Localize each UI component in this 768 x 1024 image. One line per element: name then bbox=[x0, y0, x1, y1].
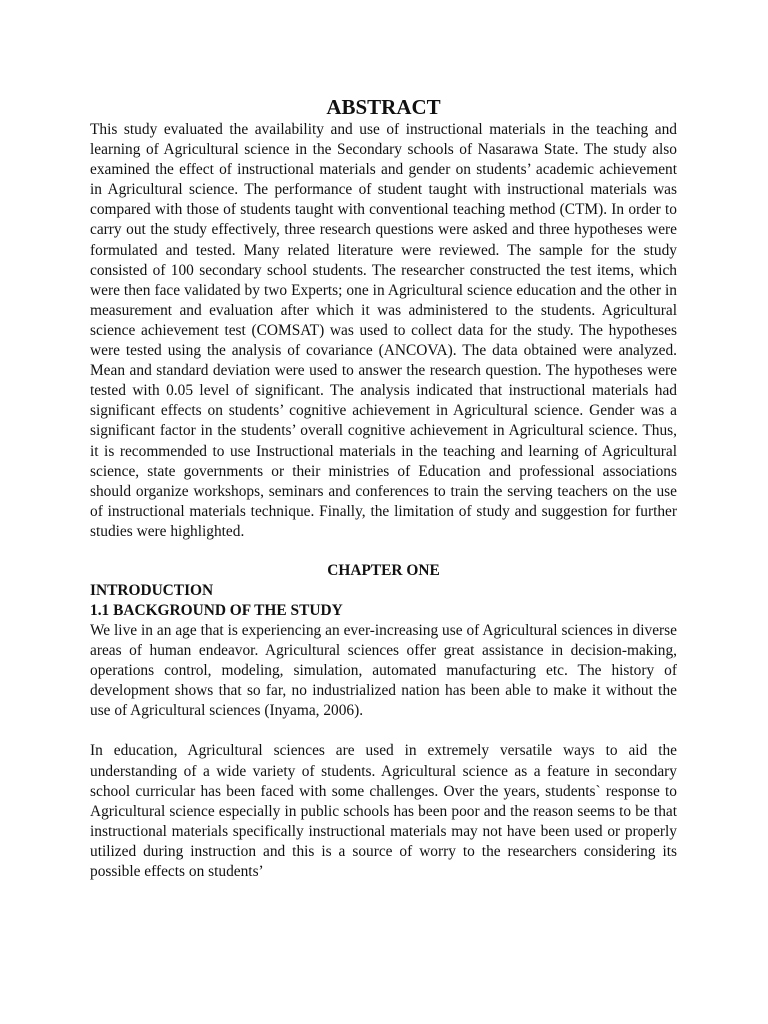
section-heading: INTRODUCTION bbox=[90, 581, 214, 599]
subsection-heading: 1.1 BACKGROUND OF THE STUDY bbox=[90, 601, 343, 619]
body-paragraph-2: In education, Agricultural sciences are used in extremely versatile ways to aid the understanding of a wide variety of students. Agricultural science as a feature in secondary school curricular has been faced with some challenges. Over the years, students` response to Agricultural science especially in public schools has been poor and the reason seems to be that instructional materials specifically instructional materials may not have been used or properly utilized during instruction and this is a source of worry to the researchers considering its possible effects on students’ bbox=[90, 742, 677, 880]
document-page bbox=[90, 94, 677, 882]
chapter-title: CHAPTER ONE bbox=[327, 561, 440, 579]
abstract-title: ABSTRACT bbox=[326, 95, 441, 119]
body-paragraph-1: We live in an age that is experiencing an ever-increasing use of Agricultural sciences in diverse areas of human endeavor. Agricultural sciences offer great assistance in decision-making, operations control, modeling, simulation, automated manufacturing etc. The history of development shows that so far, no industrialized nation has been able to make it without the use of Agricultural sciences (Inyama, 2006). bbox=[90, 621, 677, 720]
abstract-body: This study evaluated the availability and use of instructional materials in the teaching and learning of Agricultural science in the Secondary schools of Nasarawa State. The study also examined the effect of instructional materials and gender on students’ academic achievement in Agricultural science. The performance of student taught with instructional materials was compared with those of students taught with conventional teaching method (CTM). In order to carry out the study effectively, three research questions were asked and three hypotheses were formulated and tested. Many related literature were reviewed. The sample for the study consisted of 100 secondary school students. The researcher constructed the test items, which were then face validated by two Experts; one in Agricultural science education and the other in measurement and evaluation after which it was administered to the students. Agricultural science achievement test (COMSAT) was used to collect data for the study. The hypotheses were tested using the analysis of covariance (ANCOVA). The data obtained were analyzed. Mean and standard deviation were used to answer the research question. The hypotheses were tested with 0.05 level of significant. The analysis indicated that instructional materials had significant effects on students’ cognitive achievement in Agricultural science. Gender was a significant factor in the students’ overall cognitive achievement in Agricultural science. Thus, it is recommended to use Instructional materials in the teaching and learning of Agricultural science, state governments or their ministries of Education and professional associations should organize workshops, seminars and conferences to train the serving teachers on the use of instructional materials technique. Finally, the limitation of study and suggestion for further studies were highlighted. bbox=[90, 121, 677, 540]
